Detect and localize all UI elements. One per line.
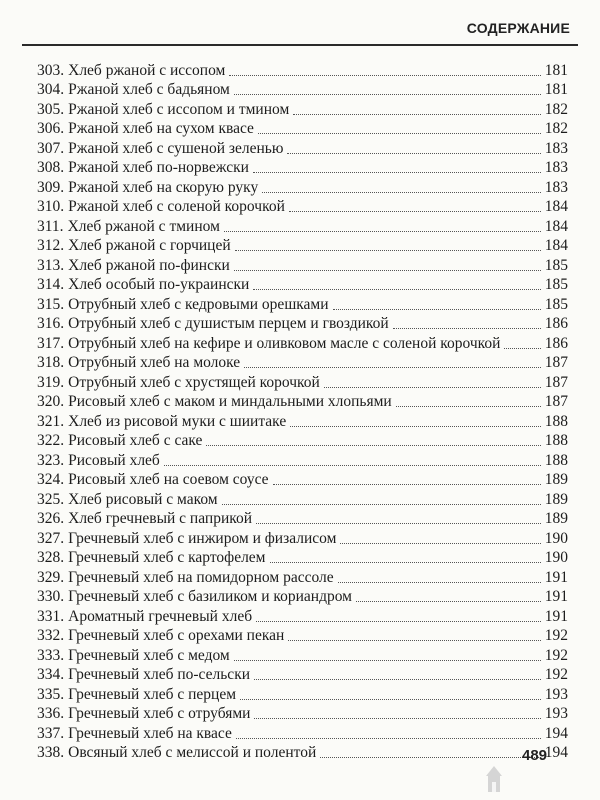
dot-leader: [287, 153, 540, 154]
toc-entry-number: 321.: [37, 412, 65, 430]
toc-entry-title: Ароматный гречневый хлеб: [68, 607, 253, 625]
toc-entry-page: 183: [544, 139, 568, 157]
toc-entry-page: 193: [544, 685, 568, 703]
toc-entry-number: 317.: [37, 334, 65, 352]
toc-entry: [37, 411, 568, 431]
toc-entry-title: Хлеб ржаной по-фински: [68, 256, 230, 274]
dot-leader: [504, 348, 540, 349]
page-header: [0, 0, 600, 46]
toc-entry-number: 315.: [37, 295, 65, 313]
dot-leader: [254, 679, 541, 680]
dot-leader: [320, 757, 541, 758]
toc-entry-title: Отрубный хлеб на кефире и оливковом масле с соленой корочкой: [68, 334, 501, 352]
toc-entry: [37, 314, 568, 334]
toc-entry-number: 305.: [37, 100, 65, 118]
toc-entry-title: Гречневый хлеб с отрубями: [68, 705, 251, 722]
toc-entry-number: 313.: [37, 256, 65, 274]
toc-entry-title: Ржаной хлеб на сухом квасе: [68, 120, 254, 137]
toc-entry-title: Ржаной хлеб с иссопом и тмином: [68, 100, 290, 118]
toc-entry-title: Гречневый хлеб с инжиром и физалисом: [68, 529, 337, 547]
dot-leader: [244, 367, 541, 368]
toc-entry-page: 184: [544, 217, 568, 235]
toc-entry: [37, 704, 568, 724]
toc-entry: [37, 60, 568, 80]
dot-leader: [206, 445, 540, 446]
labirint-logo: [484, 762, 594, 796]
toc-entry-title: Овсяный хлеб с мелиссой и полентой: [68, 744, 317, 761]
dot-leader: [356, 601, 541, 602]
dot-leader: [253, 172, 541, 173]
toc-entry-page: 186: [544, 334, 568, 352]
dot-leader: [333, 309, 541, 310]
toc-entry-title: Хлеб гречневый с паприкой: [68, 510, 253, 527]
toc-entry-page: 183: [544, 159, 568, 176]
toc-entry-page: 189: [544, 471, 568, 488]
dot-leader: [164, 465, 541, 466]
toc-entry: [37, 99, 568, 119]
toc-entry-number: 336.: [37, 705, 65, 722]
toc-entry: [37, 743, 568, 763]
toc-entry: [37, 177, 568, 197]
toc-entry-number: 332.: [37, 627, 65, 644]
toc-entry-page: 187: [544, 354, 568, 371]
toc-entry: [37, 567, 568, 587]
dot-leader: [253, 289, 540, 290]
toc-entry: [37, 684, 568, 704]
toc-entry-page: 191: [544, 568, 568, 586]
toc-entry-number: 310.: [37, 198, 65, 215]
toc-entry-number: 333.: [37, 646, 65, 664]
toc-entry: [37, 197, 568, 217]
toc-entry-page: 188: [544, 432, 568, 449]
toc-entry: [37, 626, 568, 646]
toc-entry-title: Гречневый хлеб на помидорном рассоле: [68, 568, 334, 586]
dot-leader: [256, 621, 541, 622]
toc-entry-number: 326.: [37, 510, 65, 527]
dot-leader: [293, 114, 540, 115]
toc-entry: [37, 80, 568, 100]
dot-leader: [254, 718, 540, 719]
toc-entry-page: 192: [544, 646, 568, 664]
toc-entry: [37, 723, 568, 743]
toc-entry-number: 330.: [37, 588, 65, 605]
toc-entry-number: 308.: [37, 159, 65, 176]
dot-leader: [289, 211, 541, 212]
page-number: 489: [522, 747, 548, 764]
toc-entry-page: 194: [544, 724, 568, 742]
dot-leader: [396, 406, 541, 407]
toc-entry-page: 185: [544, 256, 568, 274]
dot-leader: [393, 328, 541, 329]
toc-entry-page: 192: [544, 627, 568, 644]
toc-entry-title: Гречневый хлеб на квасе: [68, 724, 232, 742]
toc-entry-number: 314.: [37, 276, 65, 293]
toc-entry-page: 183: [544, 178, 568, 196]
dot-leader: [270, 562, 541, 563]
dot-leader: [235, 250, 541, 251]
toc-entry-page: 182: [544, 100, 568, 118]
toc-entry-title: Хлеб рисовый с маком: [68, 490, 218, 508]
header-rule: [22, 44, 578, 46]
toc-entry-title: Рисовый хлеб: [68, 451, 160, 469]
toc-entry-number: 329.: [37, 568, 65, 586]
toc-entry: [37, 645, 568, 665]
toc-entry: [37, 158, 568, 178]
toc-entry: [37, 392, 568, 412]
toc-entry: [37, 119, 568, 139]
toc-entry-number: 337.: [37, 724, 65, 742]
toc-entry-number: 334.: [37, 666, 65, 683]
toc-entry-title: Рисовый хлеб на соевом соусе: [68, 471, 269, 488]
dot-leader: [273, 484, 541, 485]
toc-entry-number: 328.: [37, 549, 65, 566]
toc-entry: [37, 372, 568, 392]
toc-entry-title: Рисовый хлеб с маком и миндальными хлопьями: [68, 393, 392, 410]
toc-entry-title: Гречневый хлеб по-сельски: [68, 666, 251, 683]
toc-entry-title: Хлеб особый по-украински: [68, 276, 250, 293]
dot-leader: [288, 640, 540, 641]
toc-entry-number: 307.: [37, 139, 65, 157]
toc-entry-number: 325.: [37, 490, 65, 508]
toc-entry: [37, 587, 568, 607]
toc-entry-page: 189: [544, 490, 568, 508]
toc-entry: [37, 450, 568, 470]
toc-entry-title: Отрубный хлеб с кедровыми орешками: [68, 295, 329, 313]
toc-entry-number: 338.: [37, 744, 65, 761]
toc-entry-page: 188: [544, 412, 568, 430]
toc-entry: [37, 333, 568, 353]
toc-entry-number: 304.: [37, 81, 65, 98]
dot-leader: [240, 699, 541, 700]
toc-entry: [37, 470, 568, 490]
toc-entry-page: 190: [544, 549, 568, 566]
toc-entry-page: 181: [544, 61, 568, 79]
dot-leader: [256, 523, 541, 524]
toc-entry: [37, 665, 568, 685]
toc-entry-page: 191: [544, 588, 568, 605]
toc-entry-title: Отрубный хлеб на молоке: [68, 354, 241, 371]
toc-entry: [37, 489, 568, 509]
toc-entry-title: Гречневый хлеб с орехами пекан: [68, 627, 285, 644]
dot-leader: [229, 75, 540, 76]
toc-entry-page: 191: [544, 607, 568, 625]
toc-entry: [37, 528, 568, 548]
dot-leader: [224, 231, 541, 232]
dot-leader: [262, 192, 541, 193]
toc-entry-title: Гречневый хлеб с картофелем: [68, 549, 266, 566]
toc-entry: [37, 353, 568, 373]
toc-entry-title: Хлеб из рисовой муки с шиитаке: [68, 412, 287, 430]
dot-leader: [258, 133, 541, 134]
toc-entry-page: 194: [544, 744, 568, 761]
toc-entry: [37, 255, 568, 275]
toc-entry-title: Ржаной хлеб с сушеной зеленью: [68, 139, 284, 157]
toc-entry-page: 186: [544, 315, 568, 332]
dot-leader: [290, 426, 541, 427]
toc-entry: [37, 606, 568, 626]
toc-entry-page: 182: [544, 120, 568, 137]
toc-entry-number: 311.: [37, 217, 64, 235]
toc-entry: [37, 431, 568, 451]
toc-entry-page: 185: [544, 276, 568, 293]
toc-entry-number: 335.: [37, 685, 65, 703]
toc-entry-number: 322.: [37, 432, 65, 449]
toc-entry-title: Гречневый хлеб с медом: [68, 646, 230, 664]
toc-entry: [37, 275, 568, 295]
toc-entry-title: Ржаной хлеб с соленой корочкой: [68, 198, 285, 215]
toc-entry-page: 192: [544, 666, 568, 683]
toc-entry-number: 320.: [37, 393, 65, 410]
toc-entry-title: Ржаной хлеб на скорую руку: [68, 178, 259, 196]
toc-entry-number: 306.: [37, 120, 65, 137]
toc-entry: [37, 548, 568, 568]
toc-entry: [37, 509, 568, 529]
dot-leader: [234, 660, 541, 661]
toc-entry: [37, 236, 568, 256]
toc-entry-number: 323.: [37, 451, 65, 469]
toc-entry-page: 187: [544, 373, 568, 391]
toc-entry-page: 193: [544, 705, 568, 722]
dot-leader: [234, 270, 541, 271]
toc-entry-number: 312.: [37, 237, 65, 254]
dot-leader: [236, 738, 541, 739]
toc-entry-title: Хлеб ржаной с горчицей: [68, 237, 231, 254]
toc-entry-page: 187: [544, 393, 568, 410]
toc-entry-title: Ржаной хлеб по-норвежски: [68, 159, 249, 176]
toc-entry-title: Ржаной хлеб с бадьяном: [68, 81, 230, 98]
table-of-contents: [37, 60, 568, 762]
toc-entry-number: 303.: [37, 61, 65, 79]
dot-leader: [222, 504, 541, 505]
dot-leader: [340, 543, 540, 544]
toc-entry-title: Гречневый хлеб с базиликом и кориандром: [68, 588, 352, 605]
toc-entry-number: 327.: [37, 529, 65, 547]
dot-leader: [324, 387, 541, 388]
section-title: СОДЕРЖАНИЕ: [466, 20, 570, 36]
dot-leader: [338, 582, 541, 583]
toc-entry-page: 185: [544, 295, 568, 313]
toc-entry-page: 184: [544, 237, 568, 254]
toc-entry-page: 181: [544, 81, 568, 98]
toc-entry-number: 331.: [37, 607, 65, 625]
toc-entry-number: 316.: [37, 315, 65, 332]
toc-entry-page: 188: [544, 451, 568, 469]
toc-entry-title: Хлеб ржаной с иссопом: [68, 61, 226, 79]
toc-entry-page: 184: [544, 198, 568, 215]
toc-entry-title: Гречневый хлеб с перцем: [68, 685, 237, 703]
toc-entry-title: Отрубный хлеб с хрустящей корочкой: [68, 373, 320, 391]
toc-entry-title: Отрубный хлеб с душистым перцем и гвоздикой: [68, 315, 389, 332]
toc-entry-page: 189: [544, 510, 568, 527]
dot-leader: [234, 94, 541, 95]
toc-entry-number: 309.: [37, 178, 65, 196]
toc-entry-title: Хлеб ржаной с тмином: [67, 217, 220, 235]
toc-entry-number: 318.: [37, 354, 65, 371]
toc-entry-title: Рисовый хлеб с саке: [68, 432, 203, 449]
toc-entry-page: 190: [544, 529, 568, 547]
toc-entry: [37, 138, 568, 158]
toc-entry: [37, 294, 568, 314]
toc-entry: [37, 216, 568, 236]
toc-entry-number: 319.: [37, 373, 65, 391]
toc-entry-number: 324.: [37, 471, 65, 488]
